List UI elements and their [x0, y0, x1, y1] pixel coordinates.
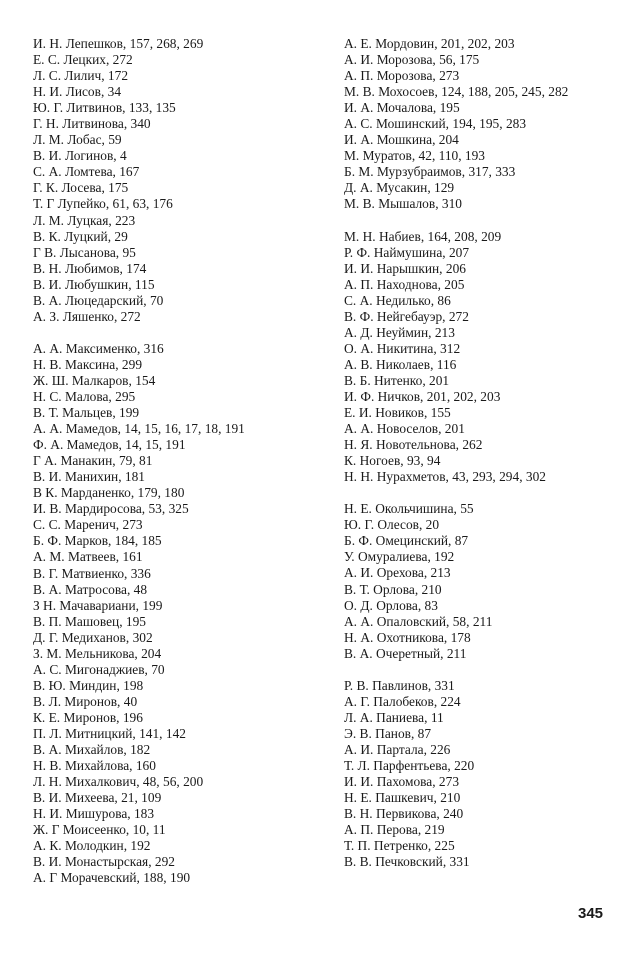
index-entry: Ю. Г. Литвинов, 133, 135: [33, 100, 176, 116]
index-entry: Д. А. Мусакин, 129: [344, 180, 455, 196]
index-entry: В. Ф. Нейгебауэр, 272: [344, 308, 469, 324]
index-entry: Т. Л. Парфентьева, 220: [344, 757, 475, 773]
index-entry: Д. Г. Медиханов, 302: [33, 629, 153, 645]
index-entry: Н. Е. Пашкевич, 210: [344, 790, 461, 806]
index-entry: М. Муратов, 42, 110, 193: [344, 148, 486, 164]
index-block: [344, 36, 614, 213]
index-entry: А. И. Партала, 226: [344, 741, 451, 757]
index-entry: Н. Е. Окольчишина, 55: [344, 501, 474, 517]
index-entry: А. В. Николаев, 116: [344, 356, 457, 372]
index-entry: В. И. Манихин, 181: [33, 469, 145, 485]
index-entry: А. Г. Палобеков, 224: [344, 693, 461, 709]
index-entry: В. Т. Мальцев, 199: [33, 405, 140, 421]
index-entry: М. Н. Набиев, 164, 208, 209: [344, 228, 502, 244]
index-block: [344, 229, 614, 486]
index-block: [344, 678, 614, 871]
index-entry: А. Г Морачевский, 188, 190: [33, 870, 191, 886]
index-entry: И. А. Мошкина, 204: [344, 132, 459, 148]
block-gap: [33, 325, 315, 341]
index-entry: И. И. Пахомова, 273: [344, 774, 460, 790]
index-entry: Г. Н. Литвинова, 340: [33, 116, 151, 132]
index-entry: В. П. Машовец, 195: [33, 613, 146, 629]
index-entry: В. А. Матросова, 48: [33, 581, 148, 597]
index-entry: Л. А. Паниева, 11: [344, 709, 444, 725]
index-entry: Р. В. Павлинов, 331: [344, 677, 455, 693]
index-entry: Ф. А. Мамедов, 14, 15, 191: [33, 437, 186, 453]
index-entry: Ю. Г. Олесов, 20: [344, 517, 440, 533]
index-entry: Е. И. Новиков, 155: [344, 405, 451, 421]
index-entry: В. И. Михеева, 21, 109: [33, 790, 162, 806]
index-entry: В. Б. Нитенко, 201: [344, 372, 450, 388]
index-entry: Н. И. Мишурова, 183: [33, 806, 155, 822]
index-entry: А. А. Максименко, 316: [33, 340, 164, 356]
index-entry: А. И. Морозова, 56, 175: [344, 52, 480, 68]
index-entry: Ж. Ш. Малкаров, 154: [33, 372, 156, 388]
index-entry: Г. К. Лосева, 175: [33, 180, 129, 196]
index-entry: А. М. Матвеев, 161: [33, 549, 143, 565]
index-entry: Б. М. Мурзубраимов, 317, 333: [344, 164, 516, 180]
index-entry: А. А. Опаловский, 58, 211: [344, 613, 493, 629]
index-entry: А. А. Мамедов, 14, 15, 16, 17, 18, 191: [33, 421, 245, 437]
index-entry: В. Т. Орлова, 210: [344, 581, 442, 597]
page-number: 345: [578, 905, 604, 922]
index-entry: А. С. Мошинский, 194, 195, 283: [344, 116, 527, 132]
block-gap: [344, 662, 614, 678]
index-entry: Л. М. Луцкая, 223: [33, 212, 136, 228]
index-entry: О. Д. Орлова, 83: [344, 597, 438, 613]
index-entry: Ж. Г Моисеенко, 10, 11: [33, 822, 166, 838]
index-entry: А. И. Орехова, 213: [344, 565, 451, 581]
index-entry: Б. Ф. Марков, 184, 185: [33, 533, 162, 549]
index-entry: К. Ногоев, 93, 94: [344, 453, 441, 469]
index-entry: Н. В. Михайлова, 160: [33, 758, 156, 774]
index-entry: М. В. Мохосоев, 124, 188, 205, 245, 282: [344, 84, 569, 100]
index-entry: В. В. Печковский, 331: [344, 854, 470, 870]
index-entry: В. Г. Матвиенко, 336: [33, 565, 151, 581]
index-block: [344, 501, 614, 661]
index-entry: В. К. Луцкий, 29: [33, 228, 128, 244]
index-entry: Н. И. Лисов, 34: [33, 84, 122, 100]
index-entry: А. З. Ляшенко, 272: [33, 308, 141, 324]
index-entry: И. Н. Лепешков, 157, 268, 269: [33, 36, 204, 51]
index-entry: Р. Ф. Наймушина, 207: [344, 244, 470, 260]
index-block: [33, 36, 315, 325]
index-entry: В. И. Монастырская, 292: [33, 854, 175, 870]
index-entry: Э. В. Панов, 87: [344, 725, 432, 741]
index-entry: Г В. Лысанова, 95: [33, 244, 136, 260]
index-entry: Г А. Манакин, 79, 81: [33, 453, 153, 469]
index-entry: Н. С. Малова, 295: [33, 388, 136, 404]
index-entry: С. А. Ломтева, 167: [33, 164, 140, 180]
index-entry: Н. Я. Новотельнова, 262: [344, 437, 483, 453]
index-entry: Н. Н. Нурахметов, 43, 293, 294, 302: [344, 469, 546, 485]
index-entry: В. И. Любушкин, 115: [33, 276, 155, 292]
index-column-left: [33, 36, 315, 886]
index-entry: В. Л. Миронов, 40: [33, 693, 138, 709]
block-gap: [344, 485, 614, 501]
index-entry: Л. Н. Михалкович, 48, 56, 200: [33, 774, 204, 790]
index-entry: Н. В. Максина, 299: [33, 356, 143, 372]
index-entry: В. Н. Первикова, 240: [344, 806, 464, 822]
index-entry: В. Ю. Миндин, 198: [33, 677, 144, 693]
block-gap: [344, 213, 614, 229]
index-entry: И. И. Нарышкин, 206: [344, 260, 466, 276]
index-entry: Л. М. Лобас, 59: [33, 132, 122, 148]
index-entry: А. К. Молодкин, 192: [33, 838, 151, 854]
index-entry: К. Е. Миронов, 196: [33, 709, 143, 725]
index-entry: А. Д. Неуймин, 213: [344, 324, 455, 340]
index-entry: А. П. Перова, 219: [344, 822, 445, 838]
index-entry: В. И. Логинов, 4: [33, 148, 127, 164]
index-entry: О. А. Никитина, 312: [344, 340, 461, 356]
index-entry: А. А. Новоселов, 201: [344, 421, 465, 437]
index-entry: В. А. Очеретный, 211: [344, 645, 467, 661]
index-column-right: [344, 36, 614, 870]
index-entry: М. В. Мышалов, 310: [344, 196, 462, 212]
index-entry: У. Омуралиева, 192: [344, 549, 455, 565]
index-entry: Л. С. Лилич, 172: [33, 68, 129, 84]
index-entry: В К. Марданенко, 179, 180: [33, 485, 185, 501]
index-entry: П. Л. Митницкий, 141, 142: [33, 725, 186, 741]
index-entry: С. С. Маренич, 273: [33, 517, 143, 533]
index-entry: З Н. Мачавариани, 199: [33, 597, 163, 613]
index-entry: С. А. Недилько, 86: [344, 292, 451, 308]
index-entry: В. А. Михайлов, 182: [33, 742, 151, 758]
index-entry: В. Н. Любимов, 174: [33, 260, 147, 276]
index-entry: Е. С. Лецких, 272: [33, 52, 133, 68]
index-entry: А. С. Мигонаджиев, 70: [33, 661, 165, 677]
index-entry: А. Е. Мордовин, 201, 202, 203: [344, 36, 515, 51]
index-entry: Б. Ф. Омецинский, 87: [344, 533, 469, 549]
index-block: [33, 341, 315, 887]
index-entry: А. П. Морозова, 273: [344, 68, 460, 84]
index-entry: Т. П. Петренко, 225: [344, 838, 455, 854]
index-entry: Н. А. Охотникова, 178: [344, 629, 471, 645]
index-entry: А. П. Находнова, 205: [344, 276, 465, 292]
index-entry: И. Ф. Ничков, 201, 202, 203: [344, 388, 501, 404]
index-entry: Т. Г Лупейко, 61, 63, 176: [33, 196, 173, 212]
index-entry: В. А. Люцедарский, 70: [33, 292, 164, 308]
index-entry: И. А. Мочалова, 195: [344, 100, 460, 116]
index-entry: З. М. Мельникова, 204: [33, 645, 162, 661]
index-entry: И. В. Мардиросова, 53, 325: [33, 501, 189, 517]
